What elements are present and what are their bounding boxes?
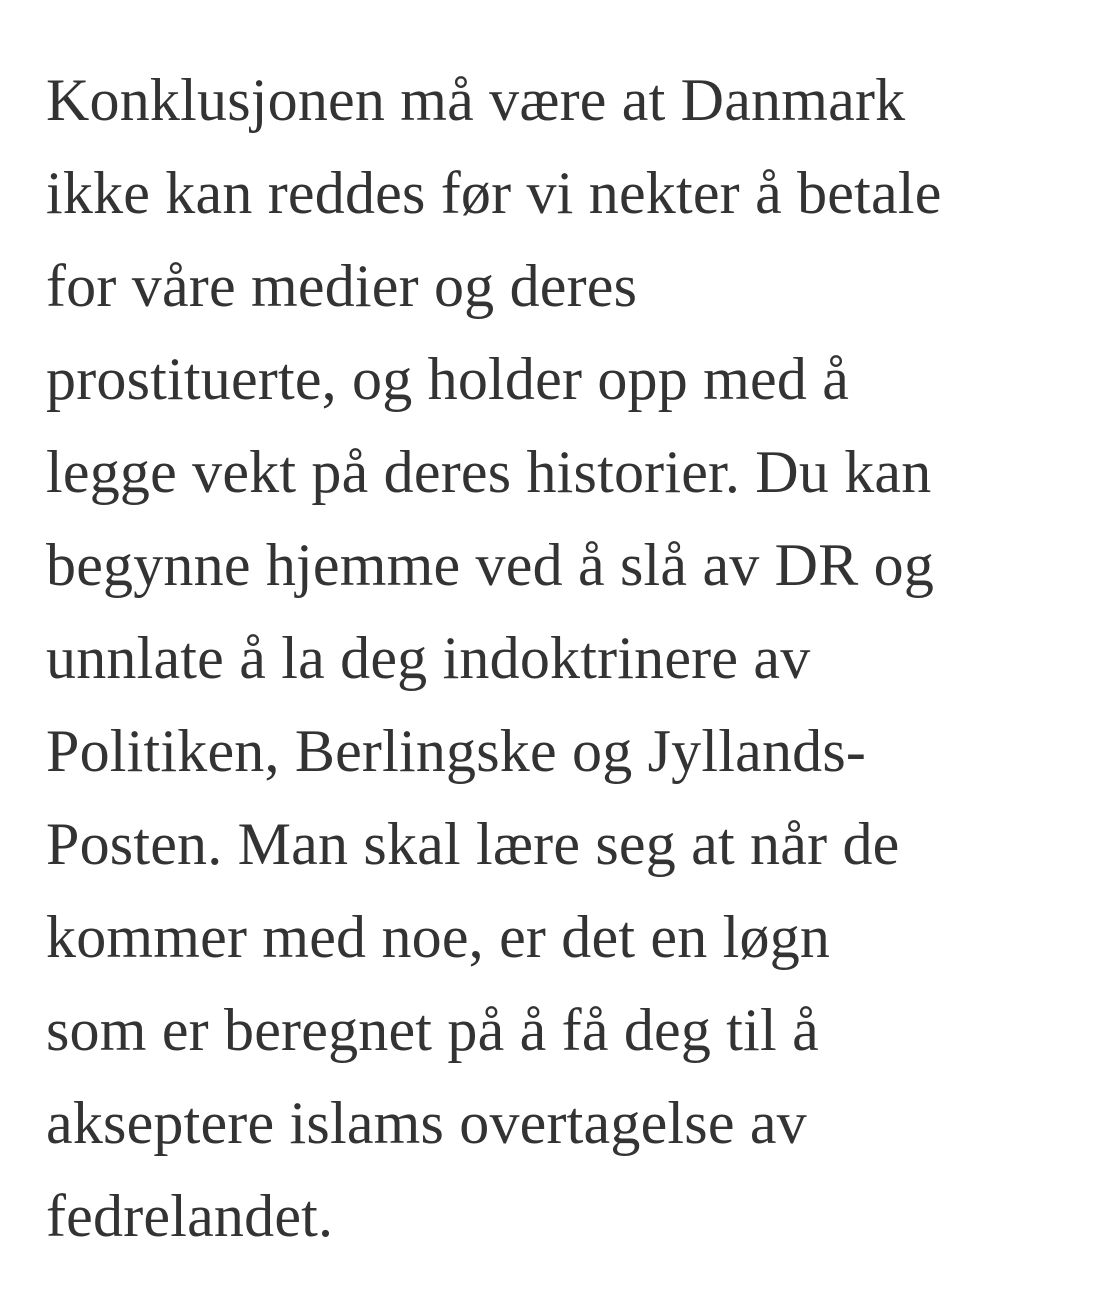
paragraph-line: begynne hjemme ved å slå av DR og (46, 532, 935, 598)
paragraph-line: Politiken, Berlingske og Jyllands- (46, 718, 867, 784)
paragraph-line: ikke kan reddes før vi nekter å betale (46, 160, 942, 226)
paragraph-line: Konklusjonen må være at Danmark (46, 67, 906, 133)
article-paragraph (46, 54, 1086, 1263)
paragraph-line: akseptere islams overtagelse av (46, 1090, 807, 1156)
paragraph-line: for våre medier og deres (46, 253, 638, 319)
paragraph-line: unnlate å la deg indoktrinere av (46, 625, 811, 691)
paragraph-line: Posten. Man skal lære seg at når de (46, 811, 900, 877)
paragraph-line: legge vekt på deres historier. Du kan (46, 439, 932, 505)
paragraph-line: som er beregnet på å få deg til å (46, 997, 819, 1063)
paragraph-line: fedrelandet. (46, 1183, 334, 1249)
paragraph-line: prostituerte, og holder opp med å (46, 346, 850, 412)
paragraph-line: kommer med noe, er det en løgn (46, 904, 831, 970)
